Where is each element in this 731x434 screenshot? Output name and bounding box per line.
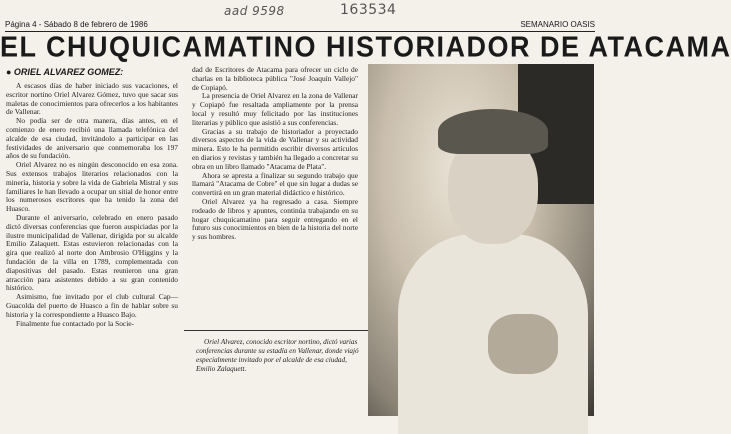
article-column-2 xyxy=(192,66,358,322)
paragraph: Oriel Alvarez ya ha regresado a casa. Siempre rodeado de libros y apuntes, continúa trabajando en su hogar chuquicamatino para seguir entregando en el futuro sus conocimientos en bien de la historia del norte y sus hombres. xyxy=(192,196,358,242)
page-header xyxy=(5,20,595,29)
paragraph: Oriel Alvarez no es ningún desconocido en esa zona. Sus extensos trabajos literarios relacionados con la minería, historia y sobre la vida de Gabriela Mistral y sus familiares le han llevado a ocupar un sitial de honor entre los numerosos escritores que ha tenido la zona del Huasco. xyxy=(6,160,178,214)
article-column-1 xyxy=(6,82,178,420)
paragraph: A escasos días de haber iniciado sus vacaciones, el escritor nortino Oriel Alvarez Gómez, tuvo que sacar sus maletas de conocimientos para ofrecerlos a los habitantes de Vallenar. xyxy=(6,81,178,117)
paragraph: La presencia de Oriel Alvarez en la zona de Vallenar y Copiapó fue resaltada ampliamente por la prensa local y resultó muy felicitado por las instituciones literarias y público que asistió a sus conferencias. xyxy=(192,91,358,127)
header-publication: SEMANARIO OASIS xyxy=(520,20,595,29)
paragraph: Gracias a su trabajo de historiador a proyectado diversos aspectos de la vida de Vallenar y su actividad minera. Esto le ha permitido escribir diversos artículos en diarios y revistas y también ha llegado a concretar su obra en un libro llamado "Atacama de Plata". xyxy=(192,126,358,171)
article-byline: ● ORIEL ALVAREZ GOMEZ: xyxy=(6,67,124,77)
paragraph: Asimismo, fue invitado por el club cultural Cap—Guacolda del puerto de Huasco a fin de hablar sobre su historia y la correspondiente a Huasco Bajo. xyxy=(6,292,178,319)
paragraph: Ahora se apresta a finalizar su segundo trabajo que llamará "Atacama de Cobre" el que sin lugar a dudas se convertirá en un gran material didáctico e histórico. xyxy=(192,170,358,198)
photo-caption xyxy=(196,338,366,374)
photo-cap xyxy=(438,109,548,154)
photo-hand xyxy=(488,314,558,374)
header-date: Página 4 - Sábado 8 de febrero de 1986 xyxy=(5,20,148,29)
handwritten-number: 163534 xyxy=(340,2,397,18)
paragraph: No podía ser de otra manera, días antes, en el comienzo de enero recibió una llamada telefónica del alcalde de esa ciudad, invitándolo a participar en las festividades de aniversario que conmemoraba los 197 años de su fundación. xyxy=(6,116,178,161)
paragraph: dad de Escritores de Atacama para ofrecer un ciclo de charlas en la biblioteca pública "José Joaquín Vallejo" de Copiapó. xyxy=(192,65,358,92)
portrait-photo xyxy=(368,64,594,416)
paragraph: Finalmente fue contactado por la Socie- xyxy=(16,318,135,328)
article-headline: EL CHUQUICAMATINO HISTORIADOR DE ATACAMA xyxy=(0,31,731,63)
handwritten-code: aad 9598 xyxy=(224,4,285,18)
paragraph: Durante el aniversario, celebrado en enero pasado dictó diversas conferencias que fueron auspiciadas por la ilustre municipalidad de Vallenar, dirigida por su alcalde Emilio Zalaquett. Estas estuvieron relacionadas con la gira que realizó al norte don Ambrosio O'Higgins y la fundación de la villa en 1789, complementada con diapositivas del pasado. Estas reunieron una gran atracción para asistentes debido a su gran contenido histórico. xyxy=(6,212,178,293)
caption-text: Oriel Alvarez, conocido escritor nortino, dictó varias conferencias durante su estadía en Vallenar, donde viajó especialmente invitado por el alcalde de esa ciudad, Emilio Zalaquett. xyxy=(196,338,359,373)
